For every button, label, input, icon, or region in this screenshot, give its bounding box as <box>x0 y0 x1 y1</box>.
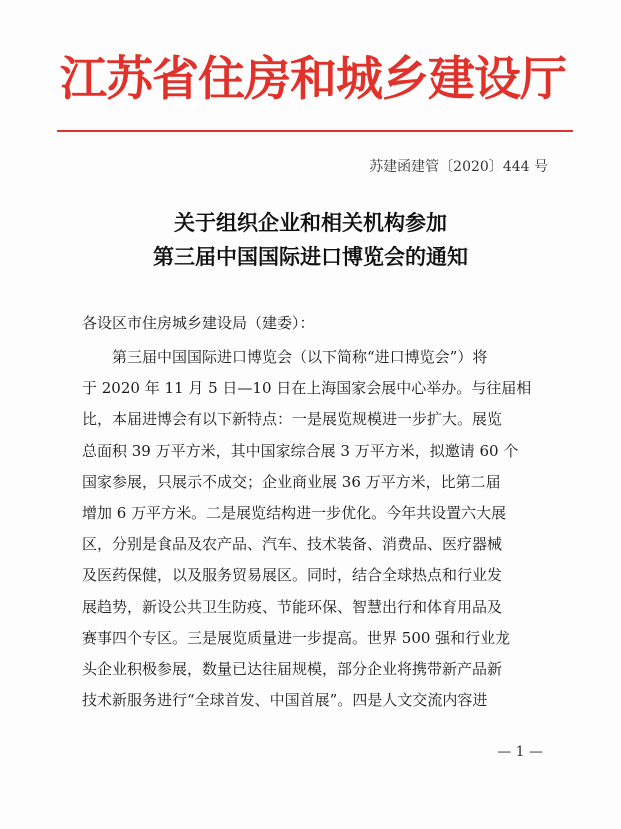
body-line: 第三届中国国际进口博览会（以下简称“进口博览会”）将 <box>112 348 488 366</box>
body-line: 赛事四个专区。三是展览质量进一步提高。世界 500 强和行业龙 <box>82 628 511 647</box>
body-line: 头企业积极参展，数量已达往届规模，部分企业将携带新产品新 <box>82 660 503 679</box>
body-line: 比，本届进博会有以下新特点：一是展览规模进一步扩大。展览 <box>82 410 503 429</box>
body-line: 区，分别是食品及农产品、汽车、技术装备、消费品、医疗器械 <box>82 535 503 554</box>
red-divider-line <box>57 130 573 132</box>
body-line: 展趋势，新设公共卫生防疫、节能环保、智慧出行和体育用品及 <box>82 597 503 616</box>
document-number: 苏建函建管〔2020〕444 号 <box>369 159 548 175</box>
body-line: 技术新服务进行“全球首发、中国首展”。四是人文交流内容进 <box>82 691 488 710</box>
body-line: 国家参展，只展示不成交；企业商业展 36 万平方米，比第二届 <box>82 472 501 491</box>
notice-title-line-2: 第三届中国国际进口博览会的通知 <box>153 244 468 269</box>
body-line: 增加 6 万平方米。二是展览结构进一步优化。今年共设置六大展 <box>82 504 507 523</box>
notice-title-line-1: 关于组织企业和相关机构参加 <box>174 210 447 235</box>
body-line: 于 2020 年 11 月 5 日—10 日在上海国家会展中心举办。与往届相 <box>82 379 532 398</box>
page-number: — 1 — <box>497 744 543 760</box>
addressee: 各设区市住房城乡建设局（建委）： <box>82 314 315 332</box>
body-line: 总面积 39 万平方米，其中国家综合展 3 万平方米，拟邀请 60 个 <box>82 441 519 460</box>
masthead-title: 江苏省住房和城乡建设厅 <box>60 52 566 107</box>
body-line: 及医药保健，以及服务贸易展区。同时，结合全球热点和行业发 <box>82 566 503 585</box>
notice-title <box>0 206 621 274</box>
body-text <box>82 342 547 716</box>
